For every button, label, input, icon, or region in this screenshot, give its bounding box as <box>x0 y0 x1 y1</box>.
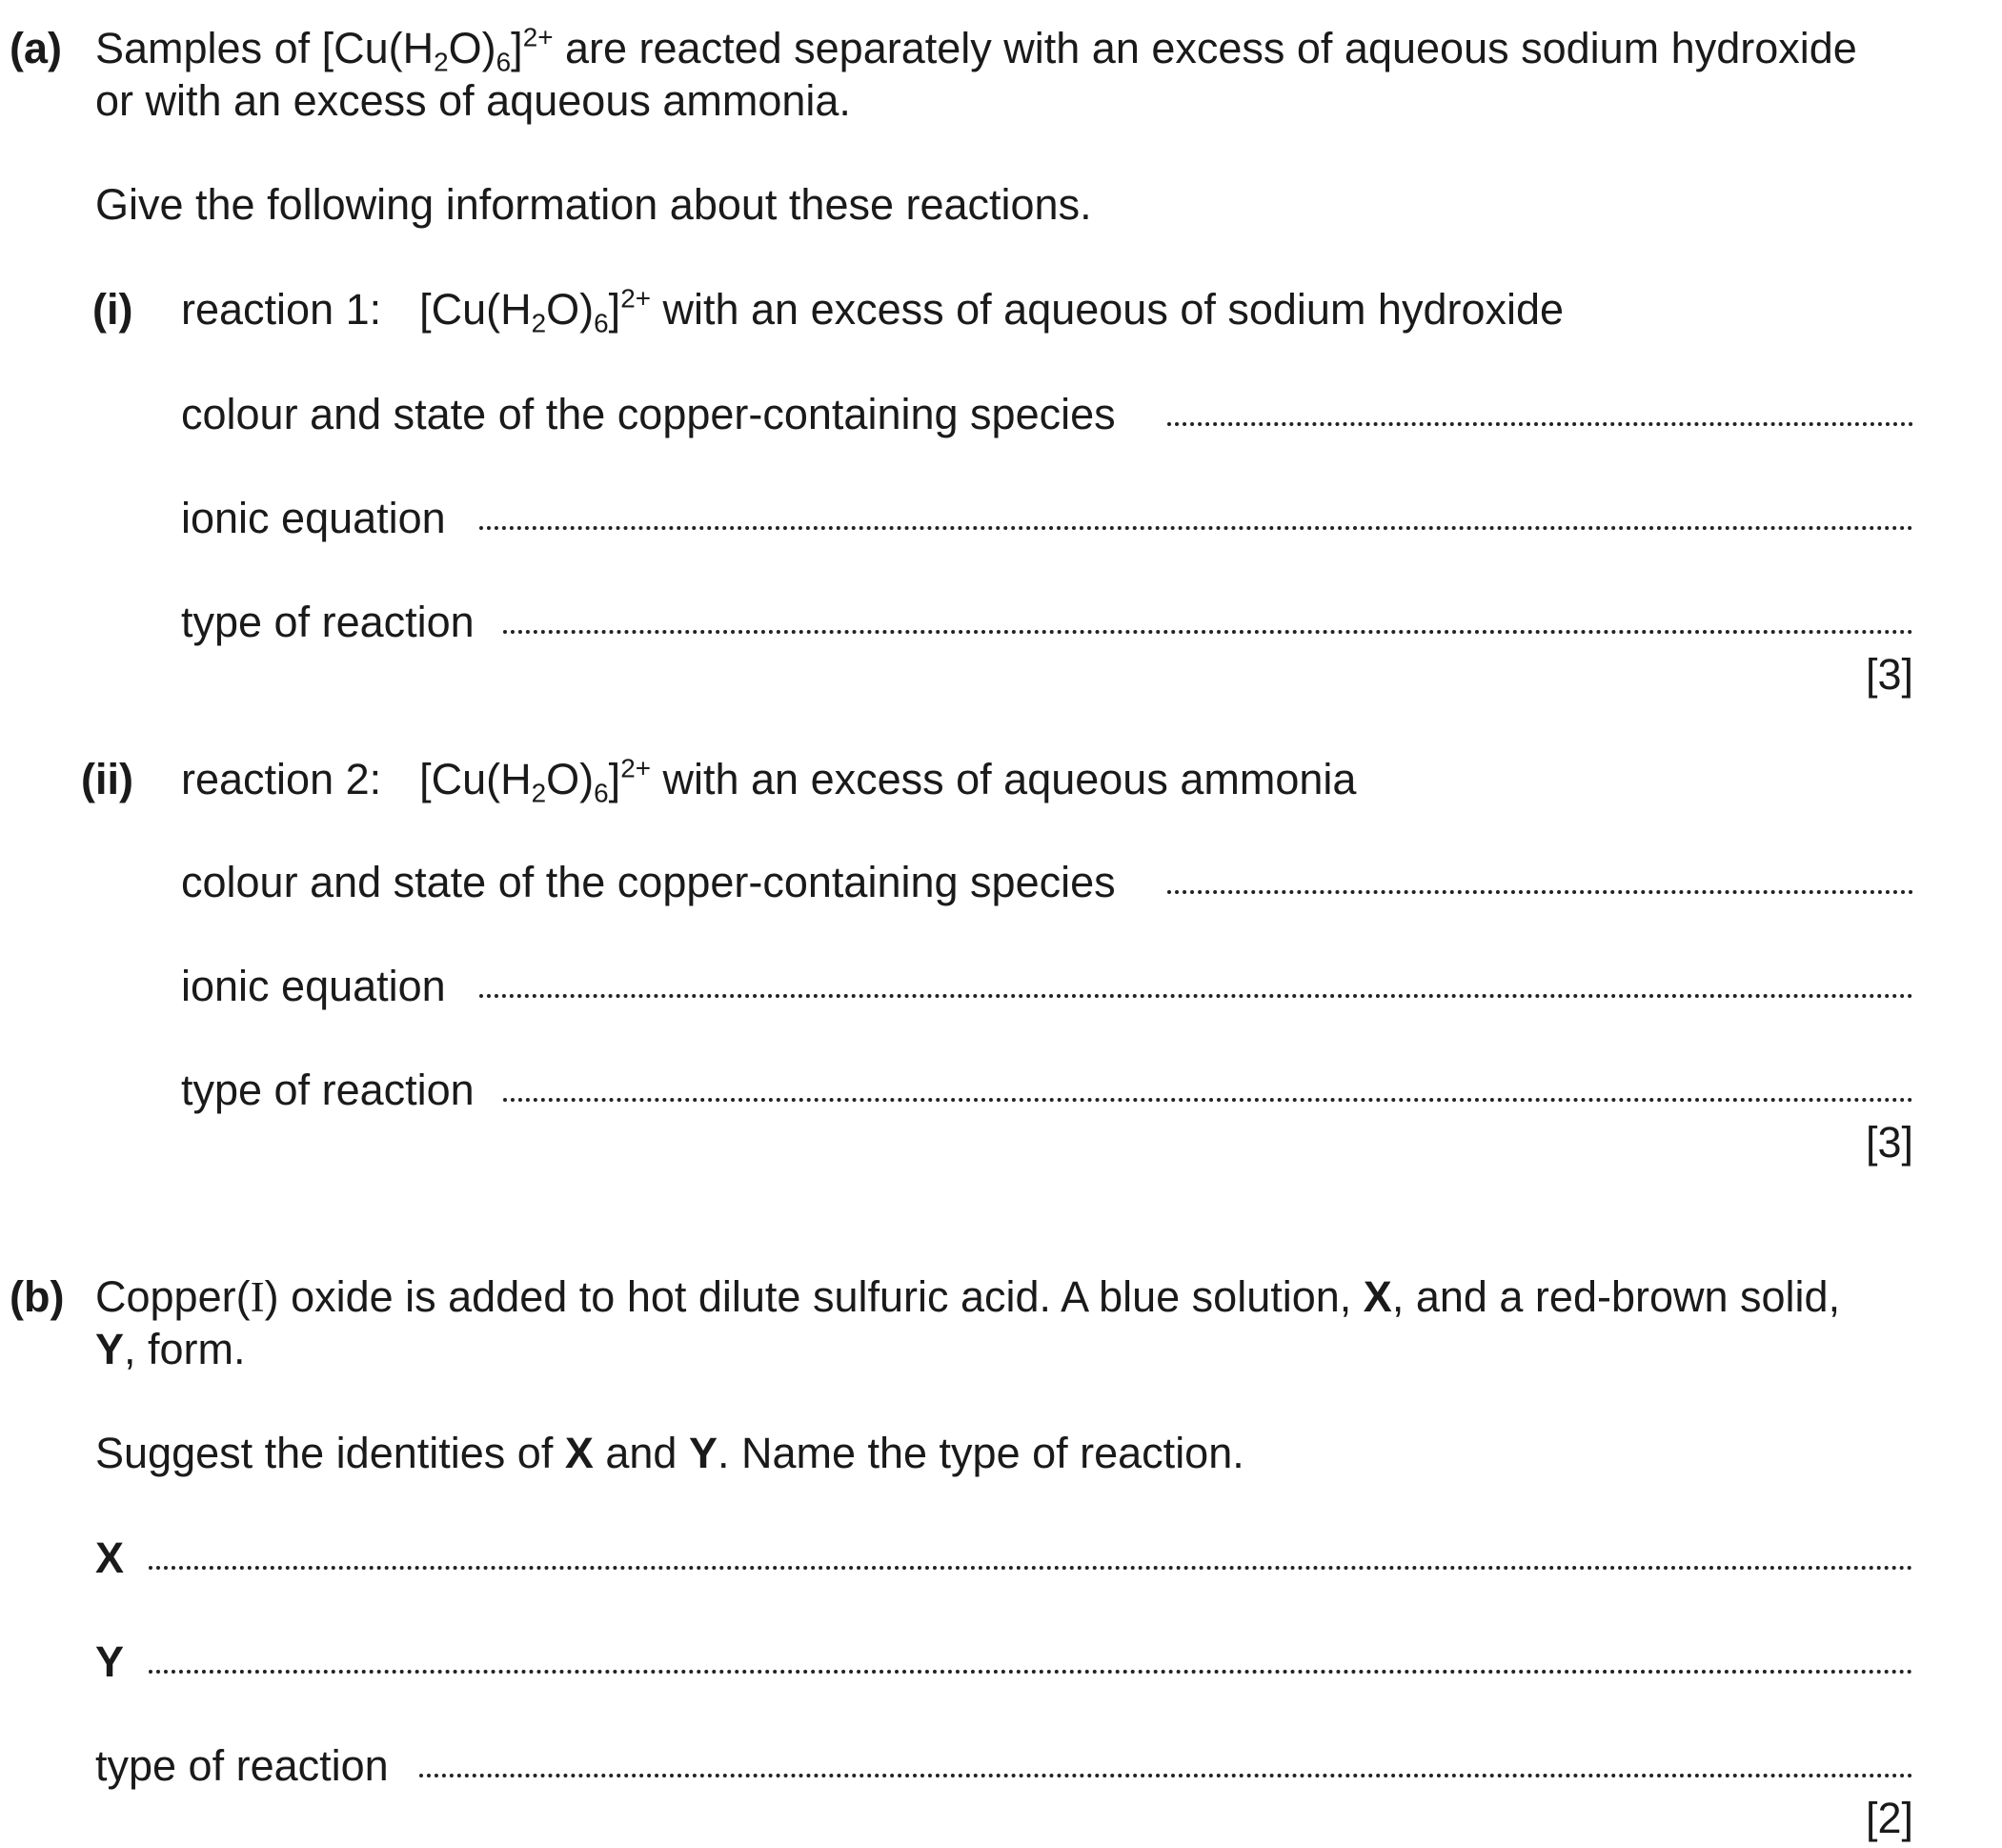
part-b-line1: Copper(I) oxide is added to hot dilute sulfuric acid. A blue solution, X, and a red-brown solid, <box>95 1272 1841 1321</box>
answer-x-line[interactable] <box>149 1566 1913 1570</box>
sub-i-marks: [3] <box>1865 650 1913 699</box>
part-a-intro-line2: or with an excess of aqueous ammonia. <box>95 76 851 125</box>
sub-i-type-answer-line[interactable] <box>503 630 1913 634</box>
sub-i-equation-label: ionic equation <box>181 494 446 542</box>
part-b-marks: [2] <box>1865 1794 1913 1842</box>
part-b-line2: Y, form. <box>95 1325 246 1373</box>
sub-i-equation-answer-line[interactable] <box>479 526 1913 530</box>
answer-y-line[interactable] <box>149 1670 1913 1674</box>
copper-complex-formula: $[Cu(H_2O)_6]^{2+}$ <box>321 22 554 77</box>
sub-i-type-label: type of reaction <box>181 598 475 646</box>
sub-ii-equation-answer-line[interactable] <box>479 994 1913 998</box>
sub-i-label: (i) <box>92 285 133 334</box>
sub-ii-type-label: type of reaction <box>181 1066 475 1114</box>
roman-numeral-one: I <box>250 1273 265 1321</box>
sub-i-colour-answer-line[interactable] <box>1167 422 1913 426</box>
copper-complex-formula: $[Cu(H_2O)_6]^{2+}$ <box>419 753 651 808</box>
part-b-type-answer-line[interactable] <box>419 1774 1913 1777</box>
sub-i-heading: reaction 1: $[Cu(H_2O)_6]^{2+}$ with an excess of aqueous of sodium hydroxide <box>181 283 1565 338</box>
part-a-label: (a) <box>10 24 62 72</box>
sub-ii-marks: [3] <box>1865 1118 1913 1167</box>
part-b-instruction: Suggest the identities of X and Y. Name the type of reaction. <box>95 1429 1244 1477</box>
part-a-intro-line1: Samples of $[Cu(H_2O)_6]^{2+}$ are reacted separately with an excess of aqueous sodium hydroxide <box>95 22 1857 77</box>
part-b-label: (b) <box>10 1272 65 1321</box>
part-a-instruction: Give the following information about these reactions. <box>95 180 1092 229</box>
copper-complex-formula: $[Cu(H_2O)_6]^{2+}$ <box>419 283 651 338</box>
sub-ii-type-answer-line[interactable] <box>503 1098 1913 1102</box>
sub-i-colour-label: colour and state of the copper-containing species <box>181 390 1116 438</box>
sub-ii-colour-label: colour and state of the copper-containing species <box>181 858 1116 906</box>
answer-y-label: Y <box>95 1637 125 1686</box>
sub-ii-colour-answer-line[interactable] <box>1167 890 1913 894</box>
answer-x-label: X <box>95 1533 125 1582</box>
part-b-type-label: type of reaction <box>95 1741 389 1790</box>
sub-ii-equation-label: ionic equation <box>181 962 446 1010</box>
sub-ii-heading: reaction 2: $[Cu(H_2O)_6]^{2+}$ with an excess of aqueous ammonia <box>181 753 1357 808</box>
sub-ii-label: (ii) <box>81 755 133 803</box>
